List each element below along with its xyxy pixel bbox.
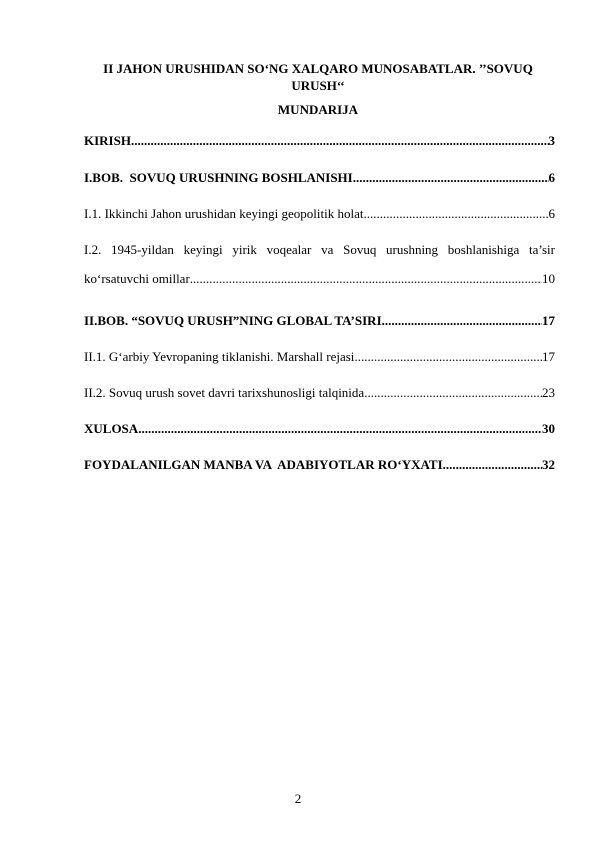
toc-dot-leader bbox=[443, 457, 542, 473]
toc-entry-label: I.1. Ikkinchi Jahon urushidan keyingi geopolitik holat bbox=[84, 206, 364, 221]
toc-entry-label: II.1. G‘arbiy Yevropaning tiklanishi. Marshall rejasi bbox=[84, 349, 355, 364]
toc-entry-label: ko‘rsatuvchi omillar bbox=[84, 271, 190, 286]
toc-entry-section-2-2[interactable] bbox=[84, 385, 555, 401]
toc-entry-label: XULOSA bbox=[84, 421, 139, 436]
toc-dot-leader bbox=[364, 385, 542, 401]
toc-entry-label: II.2. Sovuq urush sovet davri tarixshunosligi talqinida bbox=[84, 385, 365, 400]
toc-entry-page: 17 bbox=[542, 349, 555, 364]
toc-entry-page: 3 bbox=[548, 133, 555, 148]
toc-entry-section-1-1[interactable] bbox=[84, 206, 555, 222]
toc-entry-page: 32 bbox=[542, 457, 555, 472]
toc-entry-label: II.BOB. “SOVUQ URUSH”NING GLOBAL TA’SIRI bbox=[84, 313, 382, 328]
toc-entry-page: 6 bbox=[548, 206, 555, 221]
toc-dot-leader bbox=[190, 271, 542, 287]
toc-entry-references[interactable] bbox=[84, 457, 555, 473]
toc-entry-chapter-2[interactable] bbox=[84, 313, 555, 329]
table-of-contents-heading: MUNDARIJA bbox=[277, 102, 359, 117]
toc-entry-page: 17 bbox=[542, 313, 555, 328]
toc-dot-leader bbox=[138, 421, 542, 437]
toc-entry-xulosa[interactable] bbox=[84, 421, 555, 437]
toc-entry-page: 6 bbox=[548, 170, 555, 185]
toc-dot-leader bbox=[131, 133, 549, 149]
toc-dot-leader bbox=[363, 206, 548, 222]
toc-dot-leader bbox=[382, 313, 542, 329]
toc-entry-page: 30 bbox=[542, 421, 555, 436]
toc-entry-section-1-2[interactable] bbox=[84, 242, 555, 287]
toc-entry-chapter-1[interactable] bbox=[84, 170, 555, 186]
toc-entry-page: 10 bbox=[542, 271, 555, 286]
toc-entry-section-2-1[interactable] bbox=[84, 349, 555, 365]
toc-dot-leader bbox=[353, 170, 549, 186]
toc-entry-label: FOYDALANILGAN MANBA VA ADABIYOTLAR RO‘YXATI bbox=[84, 457, 443, 472]
toc-entry-kirish[interactable] bbox=[84, 133, 555, 149]
page-number: 2 bbox=[294, 791, 302, 806]
toc-entry-label: KIRISH bbox=[84, 133, 131, 148]
toc-dot-leader bbox=[354, 349, 542, 365]
document-title: II JAHON URUSHIDAN SO‘NG XALQARO MUNOSABATLAR. ’’SOVUQ URUSH‘‘ bbox=[103, 61, 533, 93]
toc-entry-page: 23 bbox=[542, 385, 555, 400]
toc-entry-label-line1: I.2. 1945-yildan keyingi yirik voqealar va Sovuq urushning boshlanishiga ta’sir bbox=[84, 242, 555, 257]
toc-entry-label: I.BOB. SOVUQ URUSHNING BOSHLANISHI bbox=[84, 170, 353, 185]
